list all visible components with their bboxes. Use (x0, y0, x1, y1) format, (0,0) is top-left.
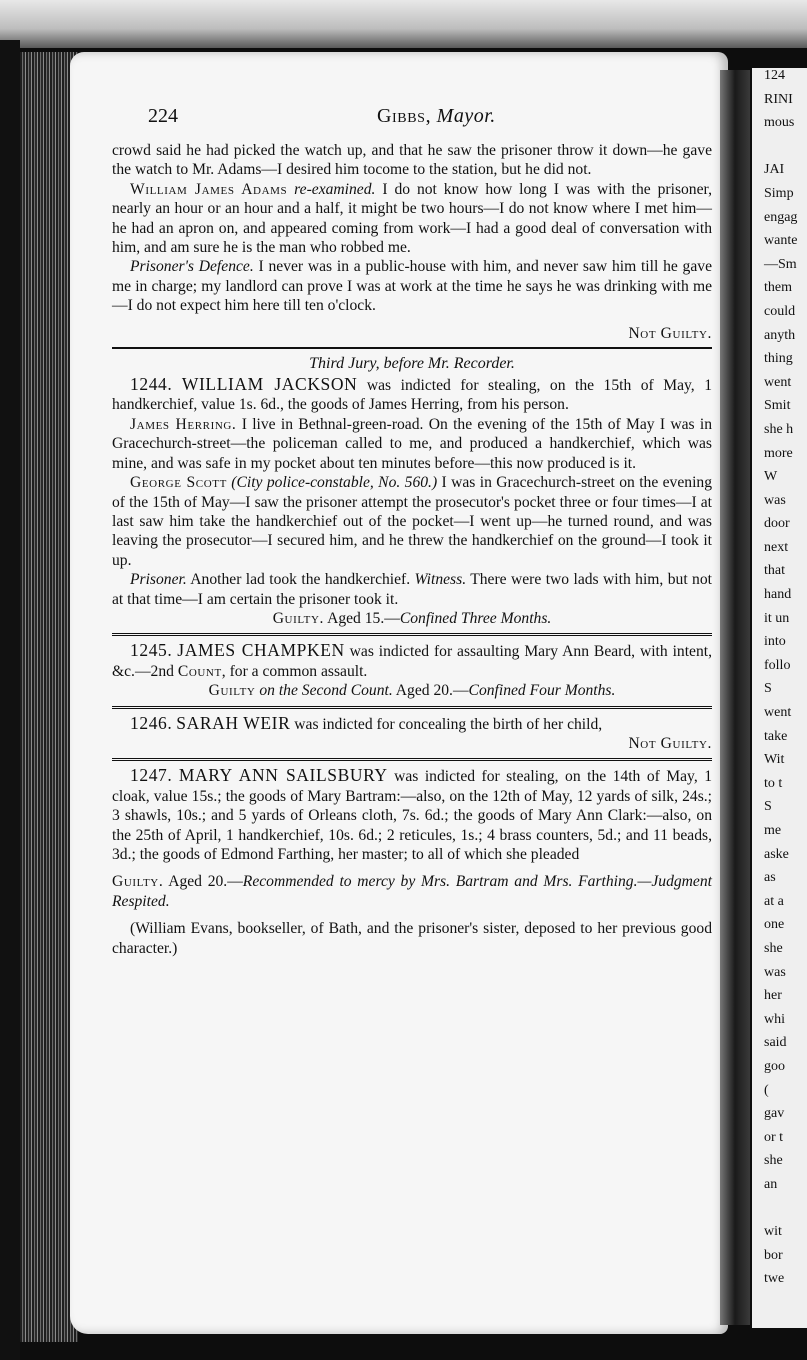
case-1246-verdict: Not Guilty. (628, 734, 712, 752)
witness-text: I do not know how long I was with the prisoner, nearly an hour or an hour and a half, it might be two hours—I do not know where I met him—he had an apron on, and appeared coming from work—I had a good deal of conversation with him, and am sure he is the man who robbed me. (112, 180, 712, 257)
facing-page-line: Smit (764, 398, 791, 414)
divider (112, 758, 712, 761)
facing-page-line: she h (764, 421, 794, 437)
facing-page-line: W (764, 469, 778, 485)
case-1244 (112, 353, 712, 628)
facing-page-line: RINI (764, 91, 793, 107)
verdict-not-guilty: Not Guilty. (628, 324, 712, 342)
witness-label: re-examined. (294, 180, 376, 198)
facing-page-line: was (764, 964, 786, 980)
page-header (112, 105, 712, 141)
running-head-title: Mayor. (436, 105, 496, 127)
paragraph-defence (112, 257, 712, 315)
jury-heading: Third Jury, before Mr. Recorder. (309, 355, 515, 373)
facing-page-line: Simp (764, 185, 794, 201)
facing-page-line: S (764, 799, 772, 815)
facing-page-line: an (764, 1176, 778, 1192)
case-1247-sentence: Guilty. Aged 20.—Recommended to mercy by Mrs. Bartram and Mrs. Farthing.—Judgment Respited. (112, 873, 712, 910)
facing-page-line: them (764, 280, 792, 296)
facing-page-line: wante (764, 233, 798, 249)
case-1247 (112, 766, 712, 958)
facing-page-line: next (764, 539, 789, 555)
facing-page-line: as (764, 870, 776, 886)
facing-page-line: follo (764, 657, 791, 673)
case-1246-indictment: 1246. SARAH WEIR was indicted for concealing the birth of her child, (130, 712, 603, 733)
facing-page-line: S (764, 681, 772, 697)
case-1247-character: (William Evans, bookseller, of Bath, and the prisoner's sister, deposed to her previous good character.) (112, 920, 712, 957)
facing-page-line: hand (764, 587, 792, 603)
facing-page-line: anyth (764, 327, 796, 343)
case-1245-sentence: Guilty on the Second Count. Aged 20.—Confined Four Months. (208, 682, 616, 700)
page-number: 224 (148, 105, 178, 127)
defendant-name: SARAH WEIR (176, 712, 291, 733)
witness-name: William James Adams (130, 180, 288, 198)
facing-page-line: more (764, 445, 793, 461)
section-continued (112, 141, 712, 343)
facing-page-line: gav (764, 1106, 785, 1122)
case-1246 (112, 714, 712, 754)
case-1245 (112, 641, 712, 700)
running-head (377, 105, 496, 128)
facing-page-line: went (764, 374, 792, 390)
facing-page-line: aske (764, 846, 789, 862)
facing-page-line: ( (764, 1082, 769, 1098)
facing-page-line: whi (764, 1011, 785, 1027)
case-1244-witness-herring: James Herring. I live in Bethnal-green-road. On the evening of the 15th of May I was in Gracechurch-street—the policeman called to me, and produced a handkerchief, which was mine, and was safe in my pocket about ten minutes before—this now produced is it. (112, 415, 712, 472)
defendant-name: MARY ANN SAILSBURY (178, 765, 388, 786)
book-gutter (720, 70, 750, 1325)
facing-page (752, 68, 807, 1328)
facing-page-line: she (764, 1153, 783, 1169)
facing-page-line: take (764, 728, 788, 744)
facing-page-line: bor (764, 1247, 783, 1263)
facing-page-line (752, 1201, 807, 1225)
facing-page-line: engag (764, 209, 798, 225)
facing-page-line: wit (764, 1224, 782, 1240)
case-1244-indictment: 1244. WILLIAM JACKSON was indicted for stealing, on the 15th of May, 1 handkerchief, value 1s. 6d., the goods of James Herring, from his person. (112, 374, 712, 414)
facing-page-line: into (764, 634, 786, 650)
facing-page-line (752, 139, 807, 163)
facing-page-line: one (764, 917, 785, 933)
facing-page-line: said (764, 1035, 787, 1051)
facing-page-line: to t (764, 775, 783, 791)
facing-page-line: she (764, 940, 783, 956)
facing-page-line: Wit (764, 752, 785, 768)
facing-page-line: could (764, 303, 796, 319)
divider (112, 347, 712, 349)
paragraph-continued: crowd said he had picked the watch up, and that he saw the prisoner throw it down—he gave the watch to Mr. Adams—I desired him tocome to the station, but he did not. (112, 142, 712, 179)
case-1247-indictment: 1247. MARY ANN SAILSBURY was indicted for stealing, on the 14th of May, 1 cloak, value 15s.; the goods of Mary Bartram:—also, on the 12th of May, 12 yards of silk, 24s.; 3 shawls, 10s.; and 5 yards of Orleans cloth, 7s. 6d.; the goods of Mary Ann Clark:—also, on the 25th of April, 1 handkerchief, 10s. 6d.; 2 reticules, 1s.; 4 brass counters, 5d.; and 11 beads, 3d.; the goods of Edmond Farthing, her master; to all of which she pleaded (112, 765, 713, 863)
facing-page-line: 124 (764, 68, 785, 83)
defendant-name: WILLIAM JACKSON (181, 374, 358, 395)
defence-text: I never was in a public-house with him, and never saw him till he gave me in charge; my landlord can prove I was at work at the time he says he was drinking with me—I do not expect him here till ten o'clock. (112, 258, 712, 315)
facing-page-line: door (764, 516, 790, 532)
case-1244-witness-scott: George Scott (City police-constable, No. 560.) I was in Gracechurch-street on the evening of the 15th of May—I saw the prisoner attempt the prosecutor's pocket three or four times—I at last saw him take the handkerchief out of the pocket—I went up—he turned round, and was leaving the prosecutor—I secured him, and he threw the handkerchief on the ground—I took it up. (112, 474, 713, 569)
book-cover-edge (0, 40, 20, 1360)
facing-page-line: —Sm (764, 256, 797, 272)
facing-page-line: mous (764, 115, 795, 131)
case-1244-prisoner: Prisoner. Another lad took the handkerchief. Witness. There were two lads with him, but not at that time—I am certain the prisoner took it. (112, 571, 712, 608)
facing-page-line: JAI (764, 162, 785, 178)
facing-page-line: thing (764, 351, 793, 367)
scan-top-edge (0, 0, 807, 48)
facing-page-line: that (764, 563, 785, 579)
running-head-name: Gibbs, (377, 105, 432, 127)
facing-page-line: or t (764, 1129, 784, 1145)
case-1245-indictment: 1245. JAMES CHAMPKEN was indicted for assaulting Mary Ann Beard, with intent, &c.—2nd Count, for a common assault. (112, 640, 713, 680)
paragraph-adams (112, 180, 712, 258)
facing-page-line: goo (764, 1058, 785, 1074)
case-1244-sentence: Guilty. Aged 15.—Confined Three Months. (272, 609, 552, 627)
facing-page-line: her (764, 988, 782, 1004)
defence-label: Prisoner's Defence. (130, 258, 254, 276)
facing-page-line: twe (764, 1271, 785, 1287)
facing-page-line: me (764, 823, 782, 838)
facing-page-line: it un (764, 610, 790, 626)
divider (112, 633, 712, 636)
facing-page-line: went (764, 705, 792, 721)
divider (112, 706, 712, 709)
defendant-name: JAMES CHAMPKEN (177, 640, 345, 661)
facing-page-line: was (764, 492, 786, 508)
page-content (112, 105, 712, 958)
facing-page-line: at a (764, 893, 784, 909)
